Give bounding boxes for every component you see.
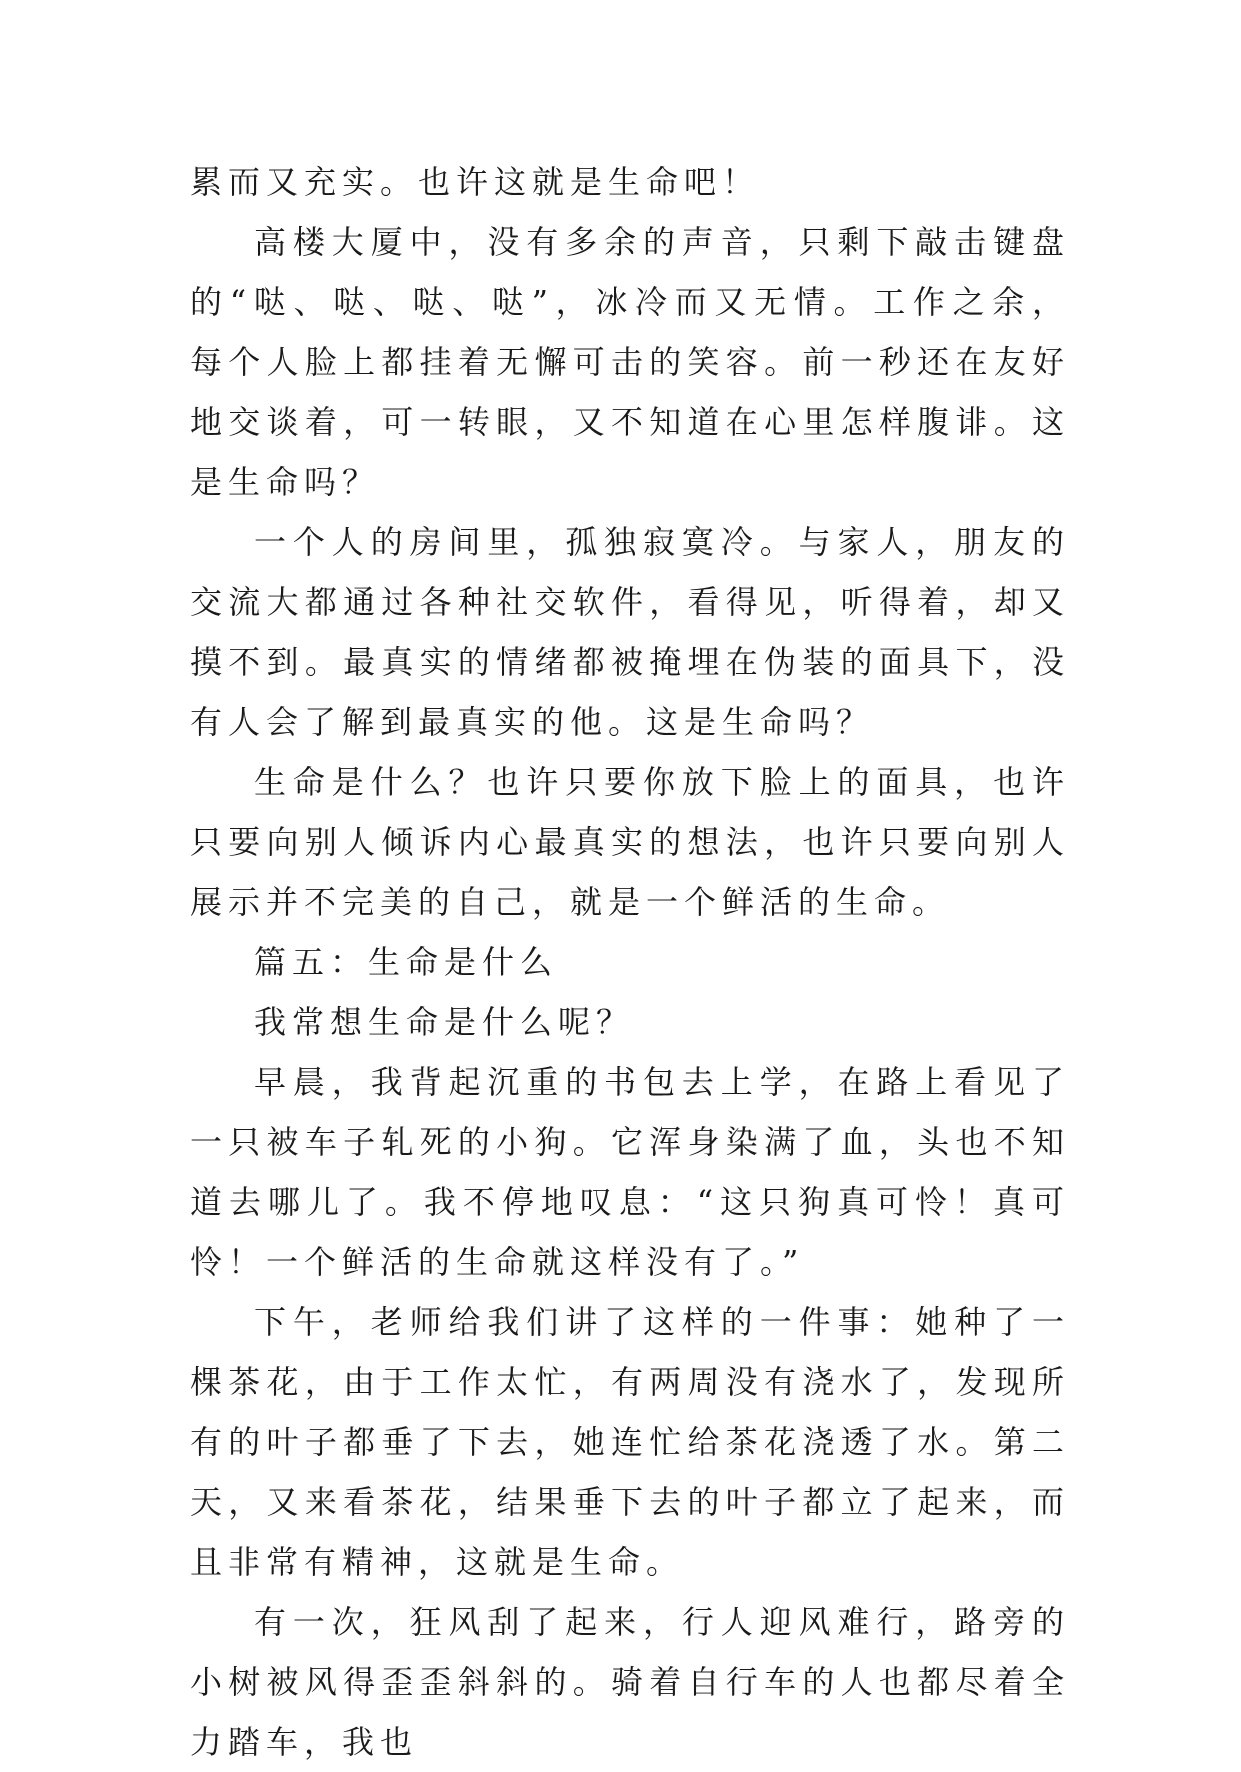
paragraph-4: 生命是什么？也许只要你放下脸上的面具，也许只要向别人倾诉内心最真实的想法，也许只要向别人展示并不完美的自己，就是一个鲜活的生命。 [190, 763, 1070, 921]
paragraph-6: 我常想生命是什么呢？ [254, 1003, 635, 1041]
paragraph-8: 下午，老师给我们讲了这样的一件事：她种了一棵茶花，由于工作太忙，有两周没有浇水了，发现所有的叶子都垂了下去，她连忙给茶花浇透了水。第二天，又来看茶花，结果垂下去的叶子都立了起来，而且非常有精神，这就是生命。 [190, 1303, 1070, 1581]
paragraph-1: 累而又充实。也许这就是生命吧！ [190, 163, 761, 201]
document-body [190, 152, 1070, 1772]
section-heading: 篇五：生命是什么 [254, 943, 559, 981]
paragraph-7: 早晨，我背起沉重的书包去上学，在路上看见了一只被车子轧死的小狗。它浑身染满了血，头也不知道去哪儿了。我不停地叹息：“这只狗真可怜！真可怜！一个鲜活的生命就这样没有了。” [190, 1063, 1070, 1281]
paragraph-2: 高楼大厦中，没有多余的声音，只剩下敲击键盘的“哒、哒、哒、哒”，冰冷而又无情。工作之余，每个人脸上都挂着无懈可击的笑容。前一秒还在友好地交谈着，可一转眼，又不知道在心里怎样腹诽。这是生命吗？ [190, 223, 1070, 501]
paragraph-9: 有一次，狂风刮了起来，行人迎风难行，路旁的小树被风得歪歪斜斜的。骑着自行车的人也都尽着全力踏车，我也 [190, 1603, 1070, 1761]
paragraph-3: 一个人的房间里，孤独寂寞冷。与家人，朋友的交流大都通过各种社交软件，看得见，听得着，却又摸不到。最真实的情绪都被掩埋在伪装的面具下，没有人会了解到最真实的他。这是生命吗？ [190, 523, 1070, 741]
